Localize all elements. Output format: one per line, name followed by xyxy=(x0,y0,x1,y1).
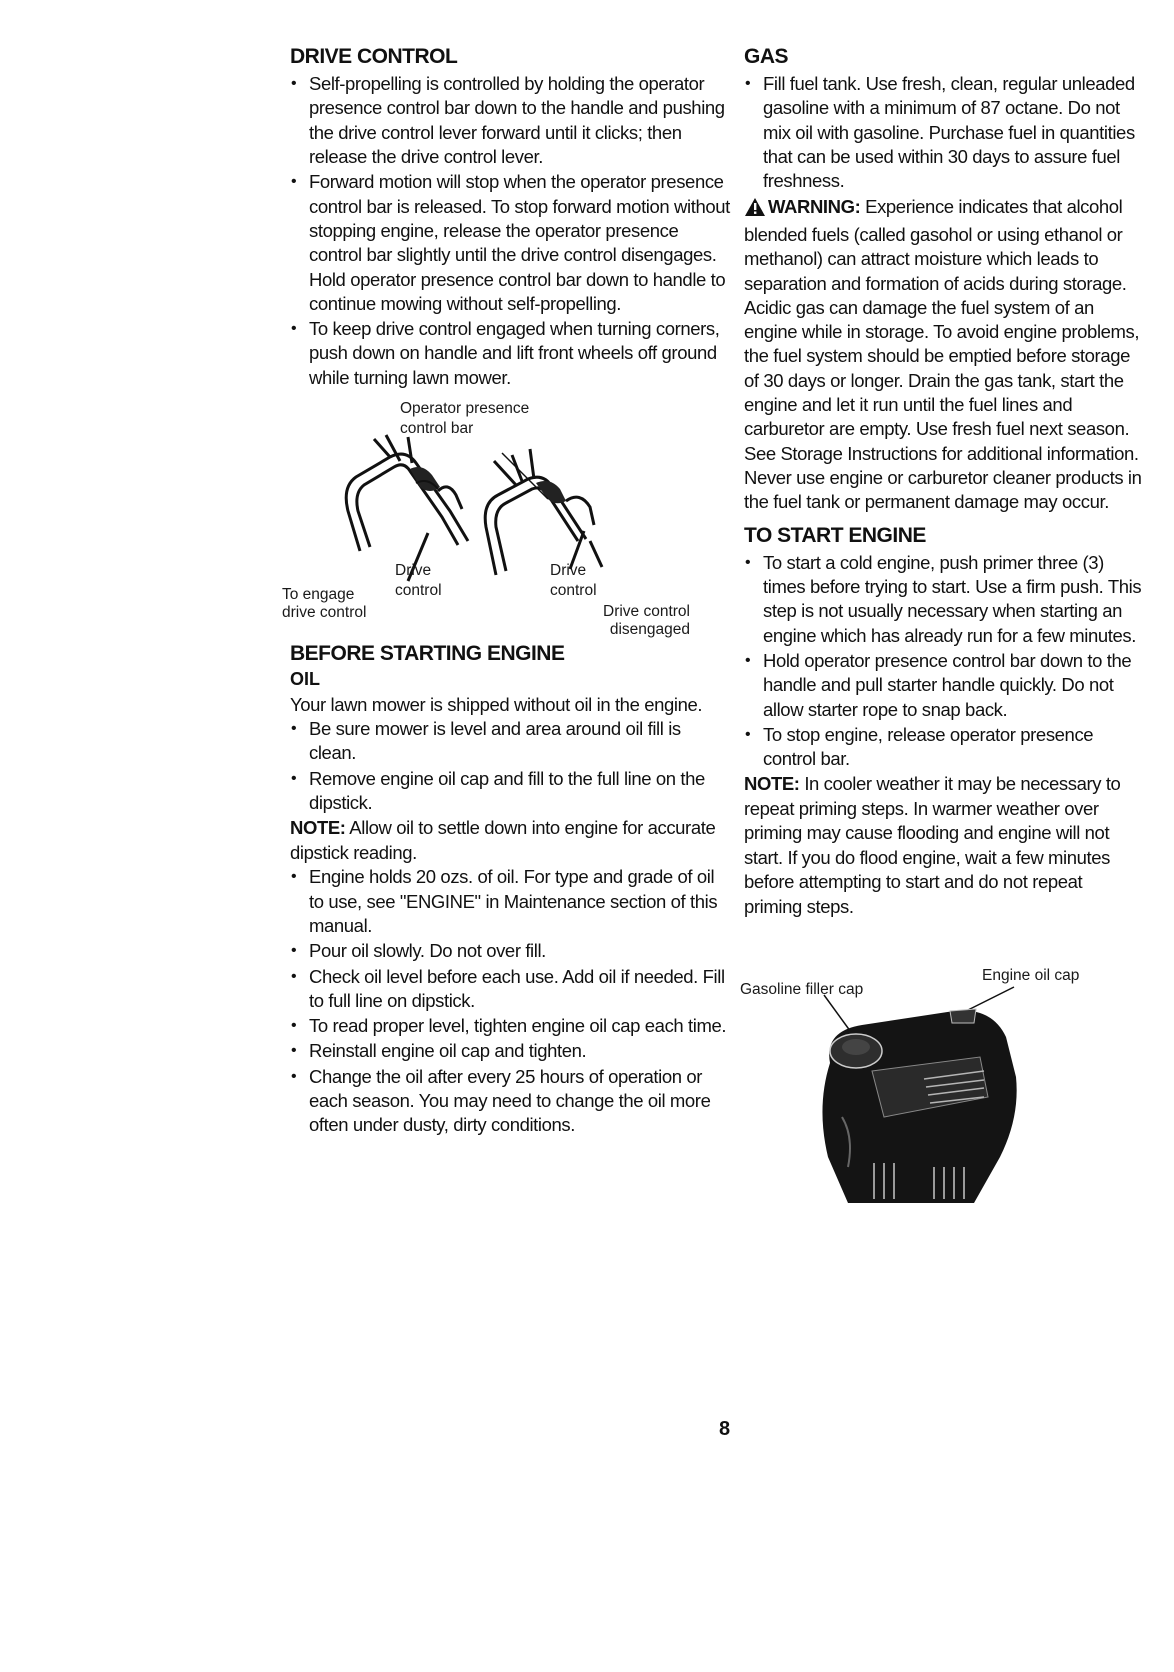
gas-heading: GAS xyxy=(744,45,789,68)
note-text: In cooler weather it may be necessary to repeat priming steps. In warmer weather over priming may cause flooding and engine will not start. If you do flood engine, wait a few minutes before attempting to start and do not repeat priming steps. xyxy=(744,773,1121,917)
drive-control-figure xyxy=(282,391,730,639)
list-item: • Hold operator presence control bar down to the handle and pull starter handle quickly. Do not allow starter rope to snap back. xyxy=(744,649,1144,722)
warning-label: WARNING: xyxy=(768,195,861,217)
list-item: • Fill fuel tank. Use fresh, clean, regular unleaded gasoline with a minimum of 87 octane. Do not mix oil with gasoline. Purchase fuel in quantities that can be used within 30 days to assure fuel freshness. xyxy=(744,72,1144,193)
list-item: • Change the oil after every 25 hours of operation or each season. You may need to change the oil more often under dusty, dirty conditions. xyxy=(290,1065,730,1138)
gasoline-filler-cap-label: Gasoline filler cap xyxy=(740,981,864,999)
oil-intro: Your lawn mower is shipped without oil in the engine. xyxy=(290,693,703,715)
list-item: • Remove engine oil cap and fill to the full line on the dipstick. xyxy=(290,767,730,816)
list-item: • To read proper level, tighten engine oil cap each time. xyxy=(290,1014,730,1038)
start-engine-list xyxy=(744,551,1144,772)
page-number: 8 xyxy=(719,1418,731,1440)
drive-control-right-label: Drive control xyxy=(550,562,597,600)
drive-control-disengaged-label: Drive control disengaged xyxy=(603,603,690,639)
drive-control-left-label: Drive control xyxy=(395,562,442,600)
warning-text: Experience indicates that alcohol blended fuels (called gasohol or using ethanol or methanol) can attract moisture which leads to separation and formation of acids during storage. Acidic gas can damage the fuel system of an engine while in storage. To avoid engine problems, the fuel system should be emptied before storage of 30 days or longer. Drain the gas tank, start the engine and let it run until the fuel lines and carburetor are empty. Use fresh fuel next season. See Storage Instructions for additional information. Never use engine or carburetor cleaner products in the fuel tank or permanent damage may occur. xyxy=(744,195,1142,513)
note-label: NOTE: xyxy=(290,817,346,839)
operator-presence-control-bar-label: Operator presence control bar xyxy=(400,400,530,438)
list-item: • To stop engine, release operator presence control bar. xyxy=(744,723,1144,772)
warning-paragraph xyxy=(744,195,1144,515)
engine-oil-cap-label: Engine oil cap xyxy=(982,967,1080,985)
list-item: • Engine holds 20 ozs. of oil. For type and grade of oil to use, see "ENGINE" in Maintenance section of this manual. xyxy=(290,865,730,938)
oil-heading: OIL xyxy=(290,669,320,690)
list-item: • To keep drive control engaged when turning corners, push down on handle and lift front wheels off ground while turning lawn mower. xyxy=(290,317,730,390)
left-column xyxy=(282,44,730,1139)
note-label: NOTE: xyxy=(744,773,800,795)
start-engine-heading: TO START ENGINE xyxy=(744,523,926,547)
drive-control-heading: DRIVE CONTROL xyxy=(290,45,458,68)
gas-list xyxy=(744,72,1144,193)
list-item: • Self-propelling is controlled by holding the operator presence control bar down to the handle and pushing the drive control lever forward until it clicks; then release the drive control lever. xyxy=(290,72,730,169)
list-item: • Forward motion will stop when the operator presence control bar is released. To stop forward motion without stopping engine, release the operator presence control bar slightly until the drive control disengages. Hold operator presence control bar down to handle to continue mowing without self-propelling. xyxy=(290,170,730,316)
list-item: • Be sure mower is level and area around oil fill is clean. xyxy=(290,717,730,766)
right-column xyxy=(740,44,1144,1217)
before-starting-heading: BEFORE STARTING ENGINE xyxy=(290,642,565,666)
oil-note xyxy=(290,816,730,865)
oil-list-2 xyxy=(290,865,730,1137)
start-engine-note xyxy=(744,772,1144,919)
oil-list-1 xyxy=(290,717,730,815)
warning-triangle-icon xyxy=(744,197,766,223)
engine-illustration xyxy=(744,967,1144,1217)
list-item: • To start a cold engine, push primer three (3) times before trying to start. Use a firm push. This step is not usually necessary when starting an engine which has already run for a few minutes. xyxy=(744,551,1144,648)
note-text: Allow oil to settle down into engine for accurate dipstick reading. xyxy=(290,817,716,863)
drive-control-list xyxy=(290,72,730,390)
engine-figure xyxy=(740,967,1144,1217)
list-item: • Check oil level before each use. Add oil if needed. Fill to full line on dipstick. xyxy=(290,965,730,1014)
list-item: • Reinstall engine oil cap and tighten. xyxy=(290,1039,730,1063)
list-item: • Pour oil slowly. Do not over fill. xyxy=(290,939,730,963)
to-engage-label: To engage drive control xyxy=(282,586,367,622)
